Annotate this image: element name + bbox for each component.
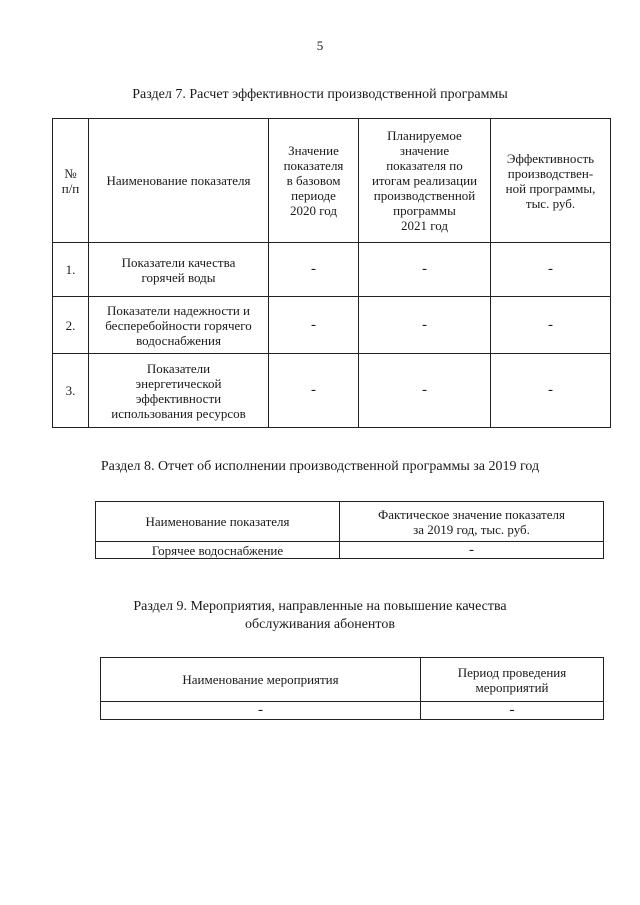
row-indicator-name: Показатели надежности и бесперебойности горячего водоснабжения — [89, 297, 269, 354]
row-efficiency: - — [491, 297, 611, 354]
row-indicator-name: Показатели качества горячей воды — [89, 243, 269, 297]
section8-header-row — [96, 502, 604, 542]
row-num: 3. — [53, 354, 89, 428]
section7-title: Раздел 7. Расчет эффективности производственной программы — [132, 87, 508, 102]
row-activity-name: - — [101, 702, 421, 720]
row-period: - — [421, 702, 604, 720]
header-indicator-name: Наименование показателя — [89, 119, 269, 243]
row-num: 2. — [53, 297, 89, 354]
table-row — [53, 297, 611, 354]
header-activity-name: Наименование мероприятия — [101, 658, 421, 702]
row-planned-value: - — [359, 243, 491, 297]
section9-title-line1: Раздел 9. Мероприятия, направленные на повышение качества — [133, 599, 507, 614]
row-base-value: - — [269, 297, 359, 354]
header-efficiency: Эффективность производствен- ной программы, тыс. руб. — [491, 119, 611, 243]
row-planned-value: - — [359, 354, 491, 428]
header-actual-value: Фактическое значение показателя за 2019 год, тыс. руб. — [340, 502, 604, 542]
table-row — [96, 542, 604, 559]
row-efficiency: - — [491, 354, 611, 428]
page-number: 5 — [316, 38, 324, 53]
section7-table — [52, 118, 611, 428]
table-row — [53, 354, 611, 428]
row-base-value: - — [269, 354, 359, 428]
table-row — [53, 243, 611, 297]
header-num: № п/п — [53, 119, 89, 243]
header-indicator-name: Наименование показателя — [96, 502, 340, 542]
section9-header-row — [101, 658, 604, 702]
section8-table — [95, 501, 604, 559]
section9-title-line2: обслуживания абонентов — [245, 617, 395, 632]
row-planned-value: - — [359, 297, 491, 354]
header-base-value: Значение показателя в базовом периоде 2020 год — [269, 119, 359, 243]
row-indicator-name: Показатели энергетической эффективности использования ресурсов — [89, 354, 269, 428]
header-period: Период проведения мероприятий — [421, 658, 604, 702]
row-efficiency: - — [491, 243, 611, 297]
row-indicator-name: Горячее водоснабжение — [96, 542, 340, 559]
section8-title: Раздел 8. Отчет об исполнении производственной программы за 2019 год — [100, 459, 540, 474]
table-row — [101, 702, 604, 720]
row-base-value: - — [269, 243, 359, 297]
header-planned-value: Планируемое значение показателя по итогам реализации производственной программы 2021 год — [359, 119, 491, 243]
section9-table — [100, 657, 604, 720]
row-num: 1. — [53, 243, 89, 297]
section7-header-row — [53, 119, 611, 243]
row-actual-value: - — [340, 542, 604, 559]
